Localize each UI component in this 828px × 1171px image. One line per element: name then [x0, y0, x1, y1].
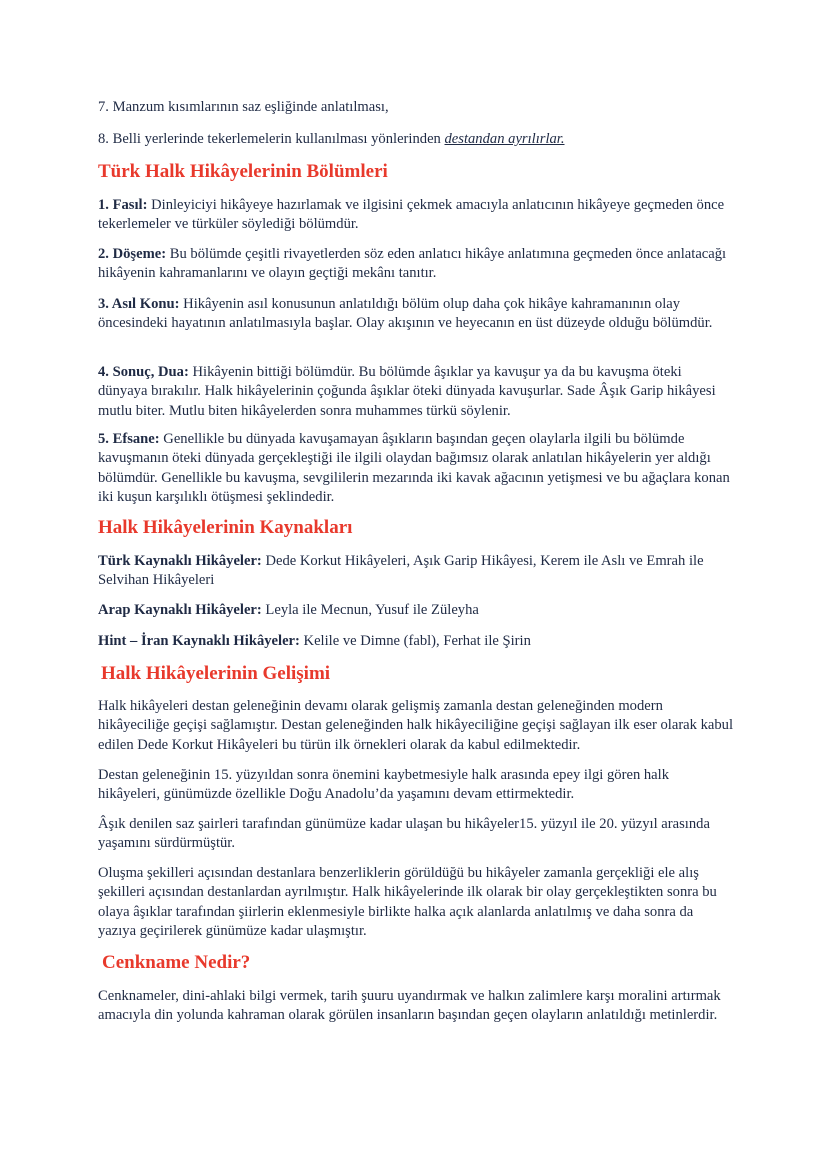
kaynak-turk: [98, 552, 734, 591]
heading-kaynaklar: Halk Hikâyelerinin Kaynakları: [98, 517, 353, 538]
text-asil-konu: Hikâyenin asıl konusunun anlatıldığı bölüm olup daha çok hikâye kahramanının olay öncesindeki hayatının anlatılmasıyla başlar. Olay akışının ve heyecanın en üst düzeyde olduğu bölümdür.: [98, 296, 713, 332]
term-asil-konu: 3. Asıl Konu:: [98, 296, 180, 312]
gelisim-paragraph-3: Âşık denilen saz şairleri tarafından günümüze kadar ulaşan bu hikâyeler15. yüzyıl ile 20. yüzyıl arasında yaşamını sürdürmüştür.: [98, 816, 710, 852]
bolum-fasil: [98, 196, 734, 235]
bolum-sonuc-dua: [98, 363, 734, 421]
term-efsane: 5. Efsane:: [98, 431, 160, 447]
destan-link[interactable]: destandan ayrılırlar.: [444, 131, 565, 147]
bolum-doseme: [98, 245, 734, 284]
text-efsane: Genellikle bu dünyada kavuşamayan âşıkların başından geçen olaylarla ilgili bu bölümde kavuşmanın öteki dünyada gerçekleştiği ile ilgili olaydan bağımsız olarak anlatılan hikâyelerin yer aldığı bölümdür. Genellikle bu kavuşma, sevgililerin mezarında iki kavak ağacının yetişmesi ve bu ağaçlara konan iki kuşun karşılıklı ötüşmesi şeklindedir.: [98, 431, 730, 505]
term-doseme: 2. Döşeme:: [98, 246, 167, 262]
kaynak-arap: [98, 601, 734, 620]
gelisim-paragraph-4: Oluşma şekilleri açısından destanlara benzerliklerin görüldüğü bu hikâyeler zamanla gerçekliği ele alış şekilleri açısından destanlardan ayrılmıştır. Halk hikâyelerinde ilk olarak bir olay gerçekleştikten sonra bu olaya âşıklar tarafından şiirlerin eklenmesiyle birlikte halka açık alanlarda anlatılmış ve daha sonra da yazıya geçirilerek günümüze kadar ulaşmıştır.: [98, 865, 717, 939]
text-fasil: Dinleyiciyi hikâyeye hazırlamak ve ilgisini çekmek amacıyla anlatıcının hikâyeye geçmeden önce tekerlemeler ve türküler söylediği bölümdür.: [98, 197, 725, 233]
term-turk: Türk Kaynaklı Hikâyeler:: [98, 553, 262, 569]
text-doseme: Bu bölümde çeşitli rivayetlerden söz eden anlatıcı hikâye anlatımına geçmeden önce anlatacağı hikâyenin kahramanlarını ve olayın geçtiği mekânı tanıtır.: [98, 246, 727, 282]
kaynak-hint-iran: [98, 632, 734, 651]
text-turk: Dede Korkut Hikâyeleri, Aşık Garip Hikâyesi, Kerem ile Aslı ve Emrah ile Selvihan Hikâyeleri: [98, 553, 704, 589]
text-hint-iran: Kelile ve Dimne (fabl), Ferhat ile Şirin: [299, 633, 531, 649]
list-item-8-text: 8. Belli yerlerinde tekerlemelerin kullanılması yönlerinden: [98, 131, 445, 147]
bolum-efsane: [98, 430, 734, 507]
gelisim-paragraph-2: Destan geleneğinin 15. yüzyıldan sonra önemini kaybetmesiyle halk arasında epey ilgi gören halk hikâyeleri, günümüzde özellikle Doğu Anadolu’da yaşamını devam ettirmektedir.: [98, 767, 670, 803]
heading-cenkname: Cenkname Nedir?: [102, 952, 251, 973]
gelisim-paragraph-1: Halk hikâyeleri destan geleneğinin devamı olarak gelişmiş zamanla destan geleneğinden modern hikâyeciliğe geçişi sağlamıştır. Destan geleneğinden halk hikâyeciliğine geçişi sağlayan ilk eser olarak kabul edilen Dede Korkut Hikâyeleri bu türün ilk örnekleri olarak da kabul edilmektedir.: [98, 698, 734, 753]
list-item-8: [98, 130, 565, 149]
list-item-7: 7. Manzum kısımlarının saz eşliğinde anlatılması,: [98, 99, 389, 115]
term-hint-iran: Hint – İran Kaynaklı Hikâyeler:: [98, 633, 300, 649]
text-sonuc-dua: Hikâyenin bittiği bölümdür. Bu bölümde âşıklar ya kavuşur ya da bu kavuşma öteki dünyaya bırakılır. Halk hikâyelerinin çoğunda âşıklar öteki dünyada kavuşurlar. Sade Âşık Garip hikâyesi mutlu biter. Mutlu biten hikâyelerden sonra muhammes türkü söylenir.: [98, 364, 716, 419]
term-fasil: 1. Fasıl:: [98, 197, 148, 213]
cenkname-paragraph-1: Cenknameler, dini-ahlaki bilgi vermek, tarih şuuru uyandırmak ve halkın zalimlere karşı moralini artırmak amacıyla din yolunda kahraman olarak görülen insanların başından geçen olayların anlatıldığı metinlerdir.: [98, 988, 721, 1024]
heading-bolumler: Türk Halk Hikâyelerinin Bölümleri: [98, 161, 388, 182]
bolum-asil-konu: [98, 295, 734, 334]
text-arap: Leyla ile Mecnun, Yusuf ile Züleyha: [261, 602, 479, 618]
heading-gelisim: Halk Hikâyelerinin Gelişimi: [101, 663, 331, 684]
term-arap: Arap Kaynaklı Hikâyeler:: [98, 602, 262, 618]
term-sonuc-dua: 4. Sonuç, Dua:: [98, 364, 189, 380]
